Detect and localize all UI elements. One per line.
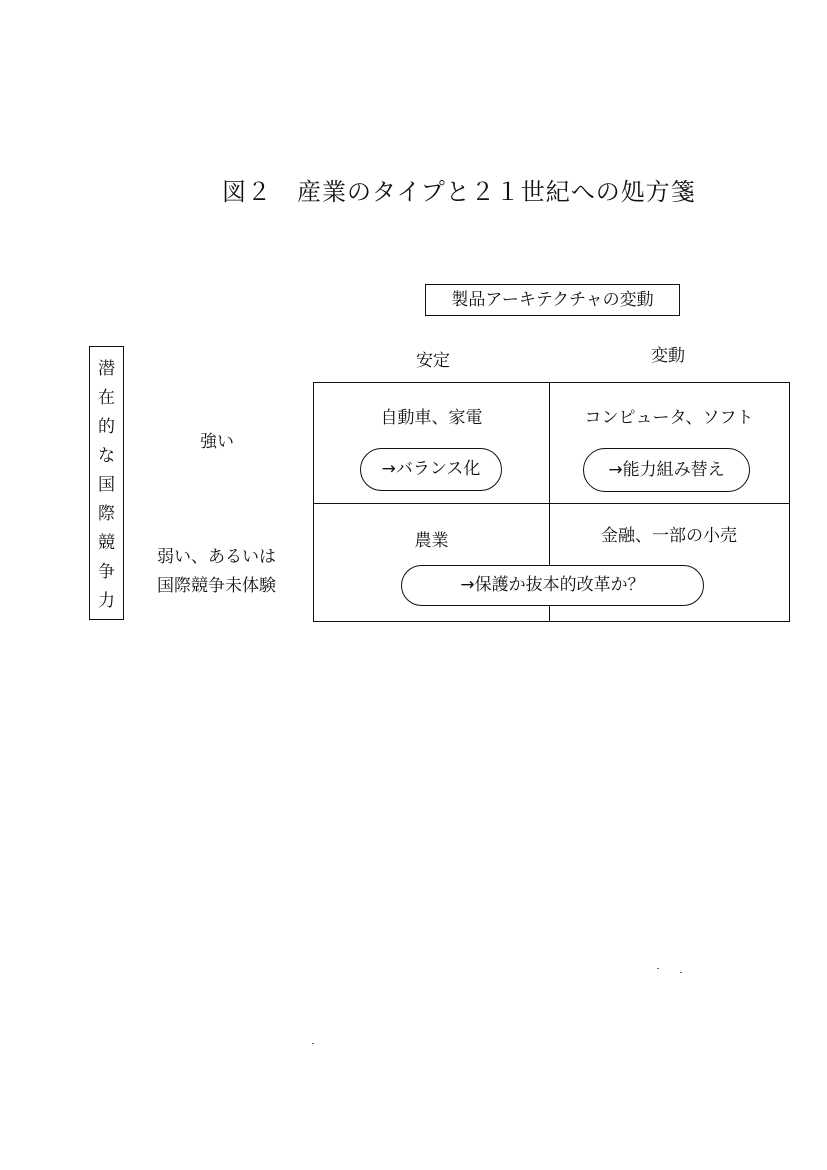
matrix-column-divider-tail	[549, 606, 550, 622]
row-axis-title	[89, 346, 124, 620]
column-label-stable: 安定	[416, 351, 450, 371]
row-axis-char: 争	[98, 562, 115, 582]
row-axis-char: 潜	[98, 359, 115, 379]
bottom-row-prescription: →保護か抜本的改革か？	[401, 565, 704, 606]
column-axis-title: 製品アーキテクチャの変動	[425, 284, 680, 316]
row-label-strong: 強い	[200, 432, 234, 452]
cell-bottom-left-industries: 農業	[414, 531, 449, 551]
matrix-row-divider	[313, 503, 790, 504]
scan-speck	[680, 972, 682, 973]
column-label-variable: 変動	[651, 346, 685, 366]
figure-title: 図２ 産業のタイプと２１世紀への処方箋	[222, 178, 696, 206]
row-axis-char: 競	[98, 533, 115, 553]
row-axis-char: 際	[98, 504, 115, 524]
row-axis-char: 在	[98, 388, 115, 408]
cell-bottom-right-industries: 金融、一部の小売	[601, 526, 737, 546]
row-axis-char: な	[98, 446, 115, 466]
row-axis-char: 力	[98, 591, 115, 611]
cell-top-right-prescription: →能力組み替え	[583, 448, 750, 492]
cell-top-left-industries: 自動車、家電	[380, 408, 483, 428]
scan-speck	[657, 968, 659, 969]
cell-top-left-prescription: →バランス化	[360, 448, 502, 491]
matrix-column-divider-top	[549, 382, 550, 503]
scan-speck	[312, 1043, 314, 1044]
row-axis-char: 国	[98, 475, 115, 495]
row-label-weak-line1: 弱い、あるいは	[157, 547, 276, 567]
row-axis-char: 的	[98, 417, 115, 437]
cell-top-right-industries: コンピュータ、ソフト	[584, 408, 754, 428]
row-label-weak-line2: 国際競争未体験	[157, 576, 276, 596]
